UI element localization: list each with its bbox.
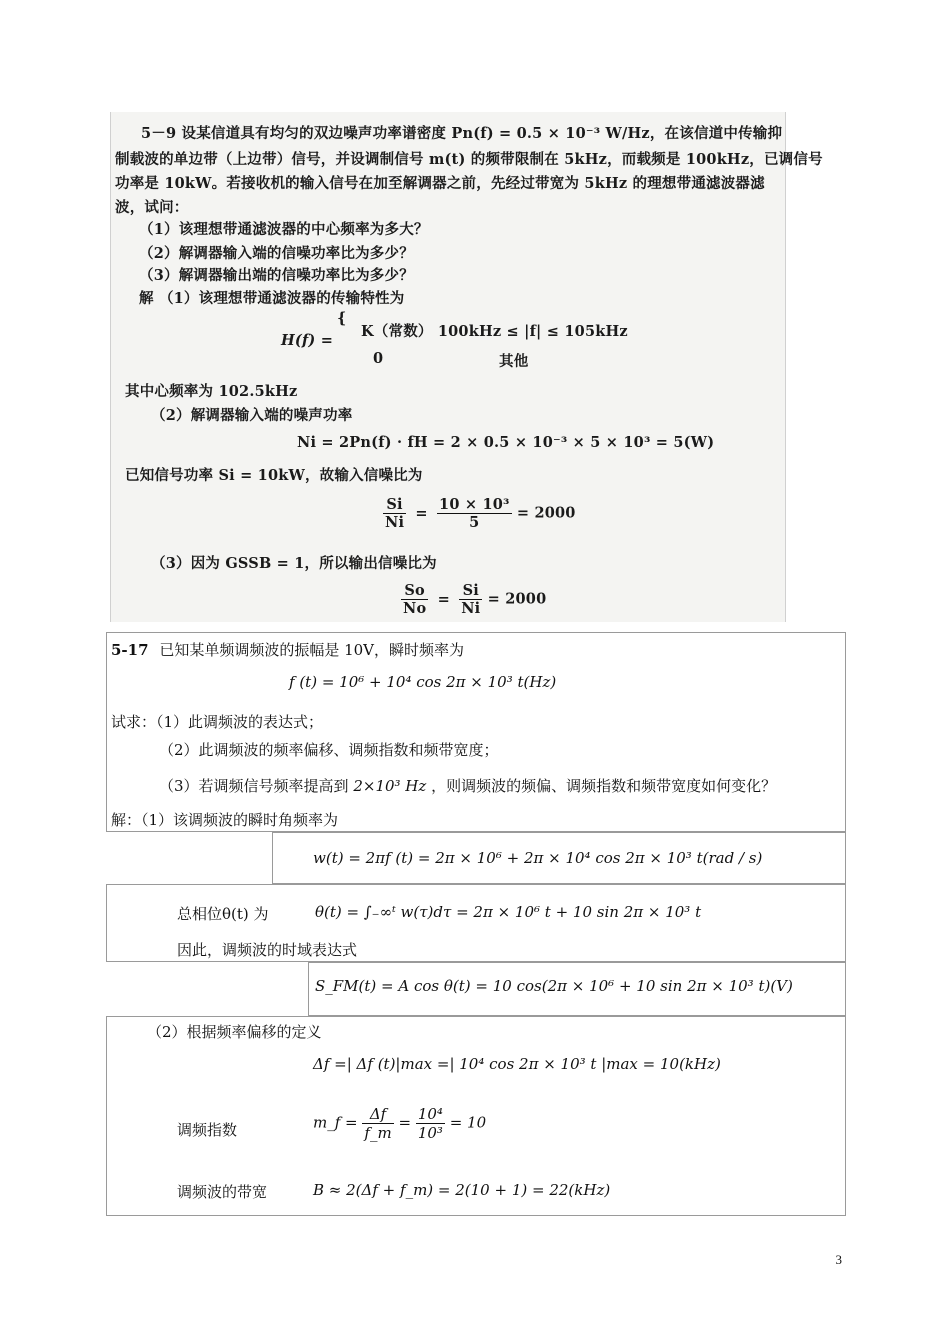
modulation-index-equation: m_f = $\frac{\Delta f}{f\_m}$ = $\frac{\text{10⁴}}{\text{10³}}$ = 10	[313, 1105, 487, 1142]
bandwidth-label: 调频波的带宽	[177, 1183, 268, 1201]
modulation-index-label: 调频指数	[177, 1121, 238, 1139]
piecewise-brace: {	[337, 310, 347, 327]
mf-denominator-1: f_m	[364, 1124, 392, 1142]
request-part-1: 试求：（1）此调频波的表达式；	[111, 713, 324, 731]
scan-solution-3: （3）因为 GSSB = 1，所以输出信噪比为	[151, 555, 437, 572]
mf-denominator-2: 10³	[417, 1124, 443, 1142]
scan-line-3: 功率是 10kW。若接收机的输入信号在加至解调器之前，先经过带宽为 5kHz 的理想带通滤波器滤	[115, 175, 765, 192]
snr-out-rhs-num: Si	[459, 582, 482, 600]
problem-5-17-block	[106, 632, 846, 832]
hf-case-1: K（常数） 100kHz ≤ |f| ≤ 105kHz	[361, 323, 628, 340]
solution-part-1: 解：（1）该调频波的瞬时角频率为	[111, 811, 339, 829]
noise-power-equation: Ni = 2Pn(f) · fH = 2 × 0.5 × 10⁻³ × 5 × 10³ = 5(W)	[297, 434, 715, 451]
scan-line-4: 波，试问：	[115, 199, 189, 216]
snr-in-lhs-den: Ni	[385, 514, 405, 531]
phase-label: 总相位θ(t) 为	[177, 905, 269, 923]
snr-in-rhs-den: 5	[469, 514, 480, 531]
snr-out-result: = 2000	[487, 590, 547, 608]
scan-line-2: 制载波的单边带（上边带）信号，并设调制信号 m(t) 的频带限制在 5kHz，而载频是 100kHz，已调信号	[115, 151, 823, 168]
scan-question-3: （3）解调器输出端的信噪功率比为多少？	[139, 267, 414, 284]
output-snr-equation: $\frac{So}{No}$ = $\frac{Si}{Ni}$ = 2000	[403, 582, 547, 617]
problem-intro: 已知某单频调频波的振幅是 10V，瞬时频率为	[159, 641, 465, 659]
request-part-3-expr: 2×10³ Hz	[353, 777, 427, 795]
snr-out-rhs-den: Ni	[461, 600, 481, 617]
scan-solution-2: （2）解调器输入端的噪声功率	[151, 407, 353, 424]
scan-solution-1: 解 （1）该理想带通滤波器的传输特性为	[139, 290, 405, 307]
angular-frequency-equation: w(t) = 2πf (t) = 2π × 10⁶ + 2π × 10⁴ cos 2π × 10³ t(rad / s)	[313, 849, 763, 867]
snr-in-rhs-num: 10 × 10³	[439, 496, 510, 513]
request-part-2: （2）此调频波的频率偏移、调频指数和频带宽度；	[159, 741, 499, 759]
scan-question-1: （1）该理想带通滤波器的中心频率为多大？	[139, 221, 429, 238]
mf-numerator-1: Δf	[362, 1105, 393, 1124]
signal-power-known: 已知信号功率 Si = 10kW，故输入信噪比为	[125, 467, 423, 484]
request-part-3	[159, 775, 776, 796]
request-part-3-end: ，则调频波的频偏、调频指数和频带宽度如何变化？	[431, 777, 777, 795]
frequency-deviation-equation: Δf =| Δf (t)|max =| 10⁴ cos 2π × 10³ t |max = 10(kHz)	[313, 1055, 721, 1073]
angular-frequency-block	[272, 832, 846, 884]
hf-case-2-value: 0	[373, 350, 384, 367]
snr-out-lhs-den: No	[403, 600, 427, 617]
mf-result: = 10	[449, 1113, 487, 1132]
problem-number: 5-17	[111, 641, 149, 659]
solution-part-2: （2）根据频率偏移的定义	[147, 1023, 322, 1041]
scan-line-1: 5－9 设某信道具有均匀的双边噪声功率谱密度 Pn(f) = 0.5 × 10⁻³ W/Hz，在该信道中传输抑	[141, 125, 783, 142]
instantaneous-frequency-equation: f (t) = 10⁶ + 10⁴ cos 2π × 10³ t(Hz)	[289, 673, 557, 691]
problem-intro-line	[111, 639, 464, 660]
mf-numerator-2: 10⁴	[417, 1105, 443, 1123]
fm-expression-equation: S_FM(t) = A cos θ(t) = 10 cos(2π × 10⁶ + 10 sin 2π × 10³ t)(V)	[315, 977, 793, 995]
snr-out-lhs-num: So	[401, 582, 428, 600]
bandwidth-equation: B ≈ 2(Δf + f_m) = 2(10 + 1) = 22(kHz)	[313, 1181, 611, 1199]
center-frequency: 其中心频率为 102.5kHz	[125, 383, 298, 400]
scanned-problem-5-9	[110, 112, 823, 622]
hf-case-2-condition: 其他	[499, 353, 529, 370]
phase-equation: θ(t) = ∫₋∞ᵗ w(τ)dτ = 2π × 10⁶ t + 10 sin 2π × 10³ t	[315, 903, 702, 921]
page-number: 3	[835, 1252, 842, 1267]
request-part-3-start: （3）若调频信号频率提高到	[159, 777, 349, 795]
snr-in-lhs-num: Si	[383, 496, 406, 514]
scan-question-2: （2）解调器输入端的信噪功率比为多少？	[139, 245, 414, 262]
hf-lhs: H(f) =	[281, 332, 334, 349]
input-snr-equation: $\frac{Si}{Ni}$ = $\frac{\text{10 × 10³}}{5}$ = 2000	[385, 496, 576, 531]
time-domain-label: 因此，调频波的时域表达式	[177, 941, 358, 959]
deviation-block	[106, 1016, 846, 1216]
snr-in-result: = 2000	[516, 504, 576, 522]
mf-lhs: m_f =	[313, 1113, 358, 1132]
phase-block	[106, 884, 846, 962]
fm-expression-block	[308, 962, 846, 1016]
